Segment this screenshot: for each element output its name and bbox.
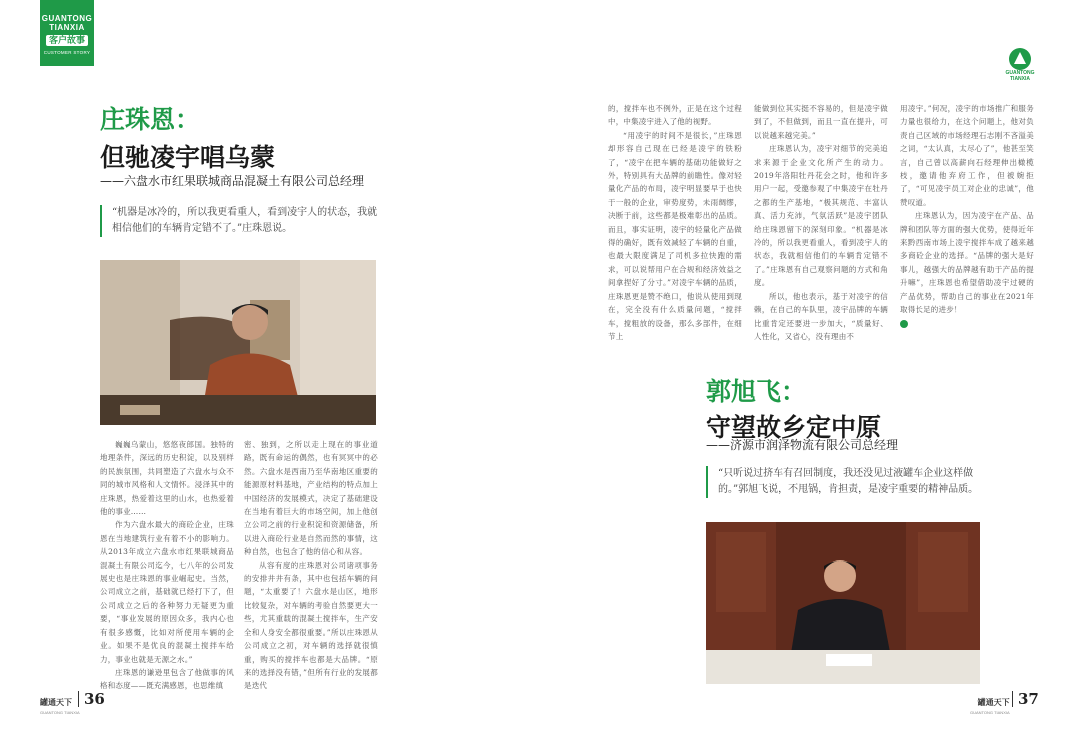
- page-number-left: 36: [84, 690, 105, 708]
- badge-section: 客户故事: [46, 35, 88, 46]
- footer-divider: [78, 691, 79, 707]
- footer-brand: 罐通天下: [40, 698, 72, 707]
- footer-right: [970, 692, 1010, 715]
- story2-subtitle: ——济源市润泽物流有限公司总经理: [706, 438, 899, 452]
- page-number-right: 37: [1018, 690, 1039, 708]
- logo-line1: GUANTONG: [1005, 70, 1035, 76]
- story2-photo: [706, 522, 980, 684]
- footer-left: [40, 692, 80, 715]
- story1-name: 庄珠恩：: [100, 105, 201, 134]
- story2-title: 守望故乡定中原: [706, 413, 882, 442]
- brand-logo: [1000, 48, 1040, 82]
- story1-title: 但驰凌宇唱乌蒙: [100, 143, 276, 172]
- badge-line2: TIANXIA: [49, 23, 85, 32]
- paragraph: 用凌宇。”何况，凌宇的市场推广和服务力量也很给力，在这个问题上，他对负责自己区域的市场经理石志刚不吝溢美之词，“太认真，太尽心了”，他甚至笑言，自己曾以高薪向石经理伸出橄榄枝，邀请他弃府工作，但被婉拒了，“可见凌宇员工对企业的忠诚”，他赞叹道。: [900, 104, 1034, 207]
- paragraph: 能做到位其实挺不容易的，但是凌宇做到了，不但做到，而且一直在提升，可以说越来越完美。”: [754, 104, 888, 140]
- story1-quote: “机器是冰冷的，所以我更看重人，看到凌宇人的状态，我就相信他们的车辆肯定错不了。”庄珠恩说。: [100, 205, 380, 237]
- story1-column-1: [100, 438, 234, 693]
- triangle-logo-icon: [1009, 48, 1031, 70]
- footer-brand: 罐通天下: [977, 698, 1010, 707]
- logo-line2: TIANXIA: [1010, 76, 1030, 82]
- story2-name: 郭旭飞：: [706, 377, 807, 406]
- paragraph: 作为六盘水最大的商砼企业，庄珠恩在当地建筑行业有着不小的影响力。从2013年成立六盘水市红果联城商品混凝土有限公司迄今，七八年的公司发展史也是庄珠恩的事业崛起史。当然，公司成立之前，基础就已经打下了，但公司成立之后的各种努力无疑更为重要，“事业发展的原因众多，我内心也有很多感慨，比如对所使用车辆的企业。如果不是优良的混凝土搅拌车给力，事业也就是无源之水。”: [100, 520, 234, 664]
- paragraph: “用凌宇的时间不是很长，”庄珠恩却形容自己现在已经是凌宇的铁粉了，“凌宇在把车辆的基础功能做好之外，特别具有大品牌的前瞻性。像对轻量化产品的布局，凌宇明显要早于也快于一般的企业，审势度势，未雨绸缪，决断于前，这些都是极难彰出的品质。而且，事实证明，凌宇的轻量化产品做得的确好，既有效减轻了车辆的自重，也最大限度满足了司机多拉快跑的需求，可以说帮用户在合规和经济效益之间拿捏好了分寸。”对凌宇车辆的品质，庄珠恩更是赞不绝口，他说从使用到现在，完全没有什么质量问题，“搅拌车，搅粗放的设备，那么多部件，在细节上: [608, 130, 742, 341]
- paragraph: 庄珠恩认为，因为凌宇在产品、品牌和团队等方面的强大优势，使得近年来黔西南市场上凌宇搅拌车成了越来越多商砼企业的选择。“品牌的强大是好事儿，越强大的品牌越有助于产品的提升嘛”，庄珠恩也希望借助凌宇过硬的产品优势，帮助自己的事业在2021年取得长足的进步！: [900, 211, 1034, 315]
- story2-quote: “只听说过挤车有召回制度，我还没见过液罐车企业这样做的。”郭旭飞说，不甩锅，肯担责，是凌宇重要的精神品质。: [706, 466, 988, 498]
- paragraph: 庄珠恩认为，凌宇对细节的完美追求来源于企业文化所产生的动力。2019年洛阳牡丹花会之时，他和许多用户一起，受邀参观了中集凌宇在牡丹之都的生产基地，“极其规范、丰富认真、活力充沛，气氛活跃”是凌宇团队给庄珠恩留下的深刻印象。“机器是冰冷的，所以我更看重人，看到凌宇人的状态，我就相信他们的车辆肯定错不了。”庄珠恩有自己观察问题的方式和角度。: [754, 144, 888, 288]
- paragraph: 庄珠恩的谦逊里包含了他做事的风格和态度——既充满感恩，也思维缜: [100, 667, 234, 691]
- footer-brand-en: GUANTONG TIANXIA: [970, 710, 1010, 715]
- paragraph: 巍巍乌蒙山，悠悠夜郎国。独特的地理条件，深远的历史积淀，以及别样的民族氛围，共同塑造了六盘水与众不同的城市风格和人文情怀。浸泽其中的庄珠恩，热爱着这里的山水，也热爱着他的事业……: [100, 440, 234, 517]
- brand-badge: [40, 0, 94, 66]
- badge-section-en: CUSTOMER STORY: [43, 50, 91, 55]
- paragraph: 密、独到，之所以走上现在的事业道路，既有命运的偶然，也有冥冥中的必然。六盘水是西南乃至华南地区重要的能源原材料基地，产业结构的特点加上中国经济的发展模式，决定了基础建设在当地有着巨大的市场空间，加上他创立公司之前的行业积淀和资源储备，所以进入商砼行业是自然而然的事情，这种自然，也包含了他的信心和从容。: [244, 440, 378, 557]
- footer-divider: [1012, 691, 1013, 707]
- paragraph: 所以，他也表示，基于对凌宇的信赖，在自己的车队里，凌宇品牌的车辆比重肯定还要进一步加大，“质量好、人性化，又省心，没有理由不: [754, 291, 888, 341]
- story1-photo: [100, 260, 376, 425]
- story1-column-5: [900, 102, 1034, 330]
- badge-line1: GUANTONG: [41, 14, 93, 23]
- paragraph: 从容有度的庄珠恩对公司诸项事务的安排井井有条，其中也包括车辆的问题，“太重要了！六盘水是山区，地形比较复杂，对车辆的考验自然要更大一些，尤其重载的混凝土搅拌车，生产安全和人身安全都很重要。”所以庄珠恩从公司成立之初，对车辆的选择就很慎重，购买的搅拌车也都是大品牌。“原来的选择没有错，”但所有行业的发展都是迭代: [244, 560, 378, 691]
- paragraph: 的，搅拌车也不例外，正是在这个过程中，中集凌宇进入了他的视野。: [608, 104, 742, 127]
- footer-brand-en: GUANTONG TIANXIA: [40, 710, 80, 715]
- end-mark-icon: [900, 320, 908, 328]
- story1-subtitle: ——六盘水市红果联城商品混凝土有限公司总经理: [100, 174, 365, 188]
- story1-column-2: [244, 438, 378, 693]
- story1-column-3: [608, 102, 742, 343]
- story1-column-4: [754, 102, 888, 343]
